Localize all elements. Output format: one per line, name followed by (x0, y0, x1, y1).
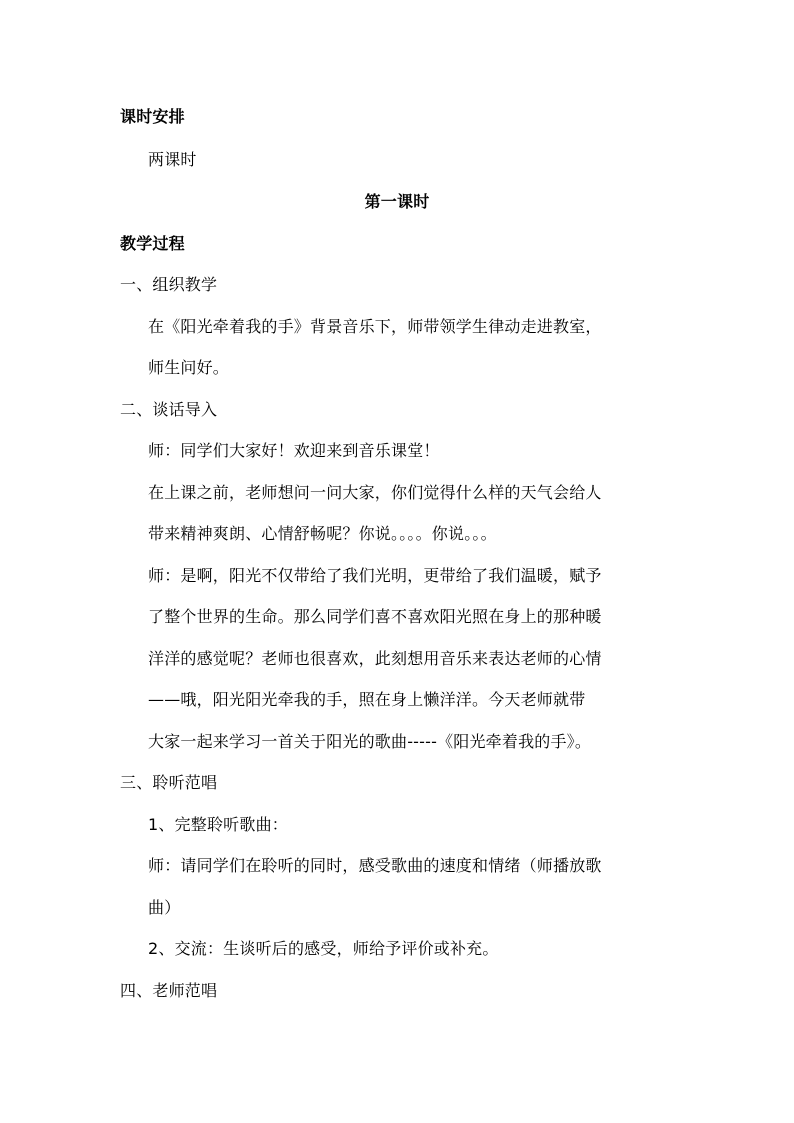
paragraph-line: 师：同学们大家好！欢迎来到音乐课堂！ (148, 441, 440, 460)
paragraph-line: 了整个世界的生命。那么同学们喜不喜欢阳光照在身上的那种暖 (148, 607, 602, 626)
paragraph-line: 师：是啊，阳光不仅带给了我们光明，更带给了我们温暖，赋予 (148, 566, 602, 585)
paragraph-line: 1、完整聆听歌曲： (148, 815, 288, 834)
schedule-heading: 课时安排 (120, 107, 185, 126)
section-heading: 一、组织教学 (120, 275, 218, 294)
paragraph-line: 师：请同学们在聆听的同时，感受歌曲的速度和情绪（师播放歌 (148, 856, 602, 875)
paragraph-line: 洋洋的感觉呢？老师也很喜欢，此刻想用音乐来表达老师的心情 (148, 649, 602, 668)
paragraph-line: 大家一起来学习一首关于阳光的歌曲-----《阳光牵着我的手》。 (148, 732, 592, 751)
section-heading: 三、聆听范唱 (120, 773, 218, 792)
process-heading: 教学过程 (120, 234, 185, 253)
schedule-value: 两课时 (148, 150, 197, 169)
section-heading: 二、谈话导入 (120, 400, 218, 419)
paragraph-line: 带来精神爽朗、心情舒畅呢？你说。。。。你说。。。 (148, 524, 497, 543)
paragraph-line: ——哦，阳光阳光牵我的手，照在身上懒洋洋。今天老师就带 (148, 690, 586, 709)
paragraph-line: 曲） (148, 898, 181, 917)
paragraph-line: 2、交流：生谈听后的感受，师给予评价或补充。 (148, 939, 499, 958)
paragraph-line: 师生问好。 (148, 358, 230, 377)
lesson-title: 第一课时 (364, 192, 430, 211)
paragraph-line: 在《阳光牵着我的手》背景音乐下，师带领学生律动走进教室， (148, 317, 602, 336)
section-heading: 四、老师范唱 (120, 981, 218, 1000)
paragraph-line: 在上课之前，老师想问一问大家，你们觉得什么样的天气会给人 (148, 483, 602, 502)
